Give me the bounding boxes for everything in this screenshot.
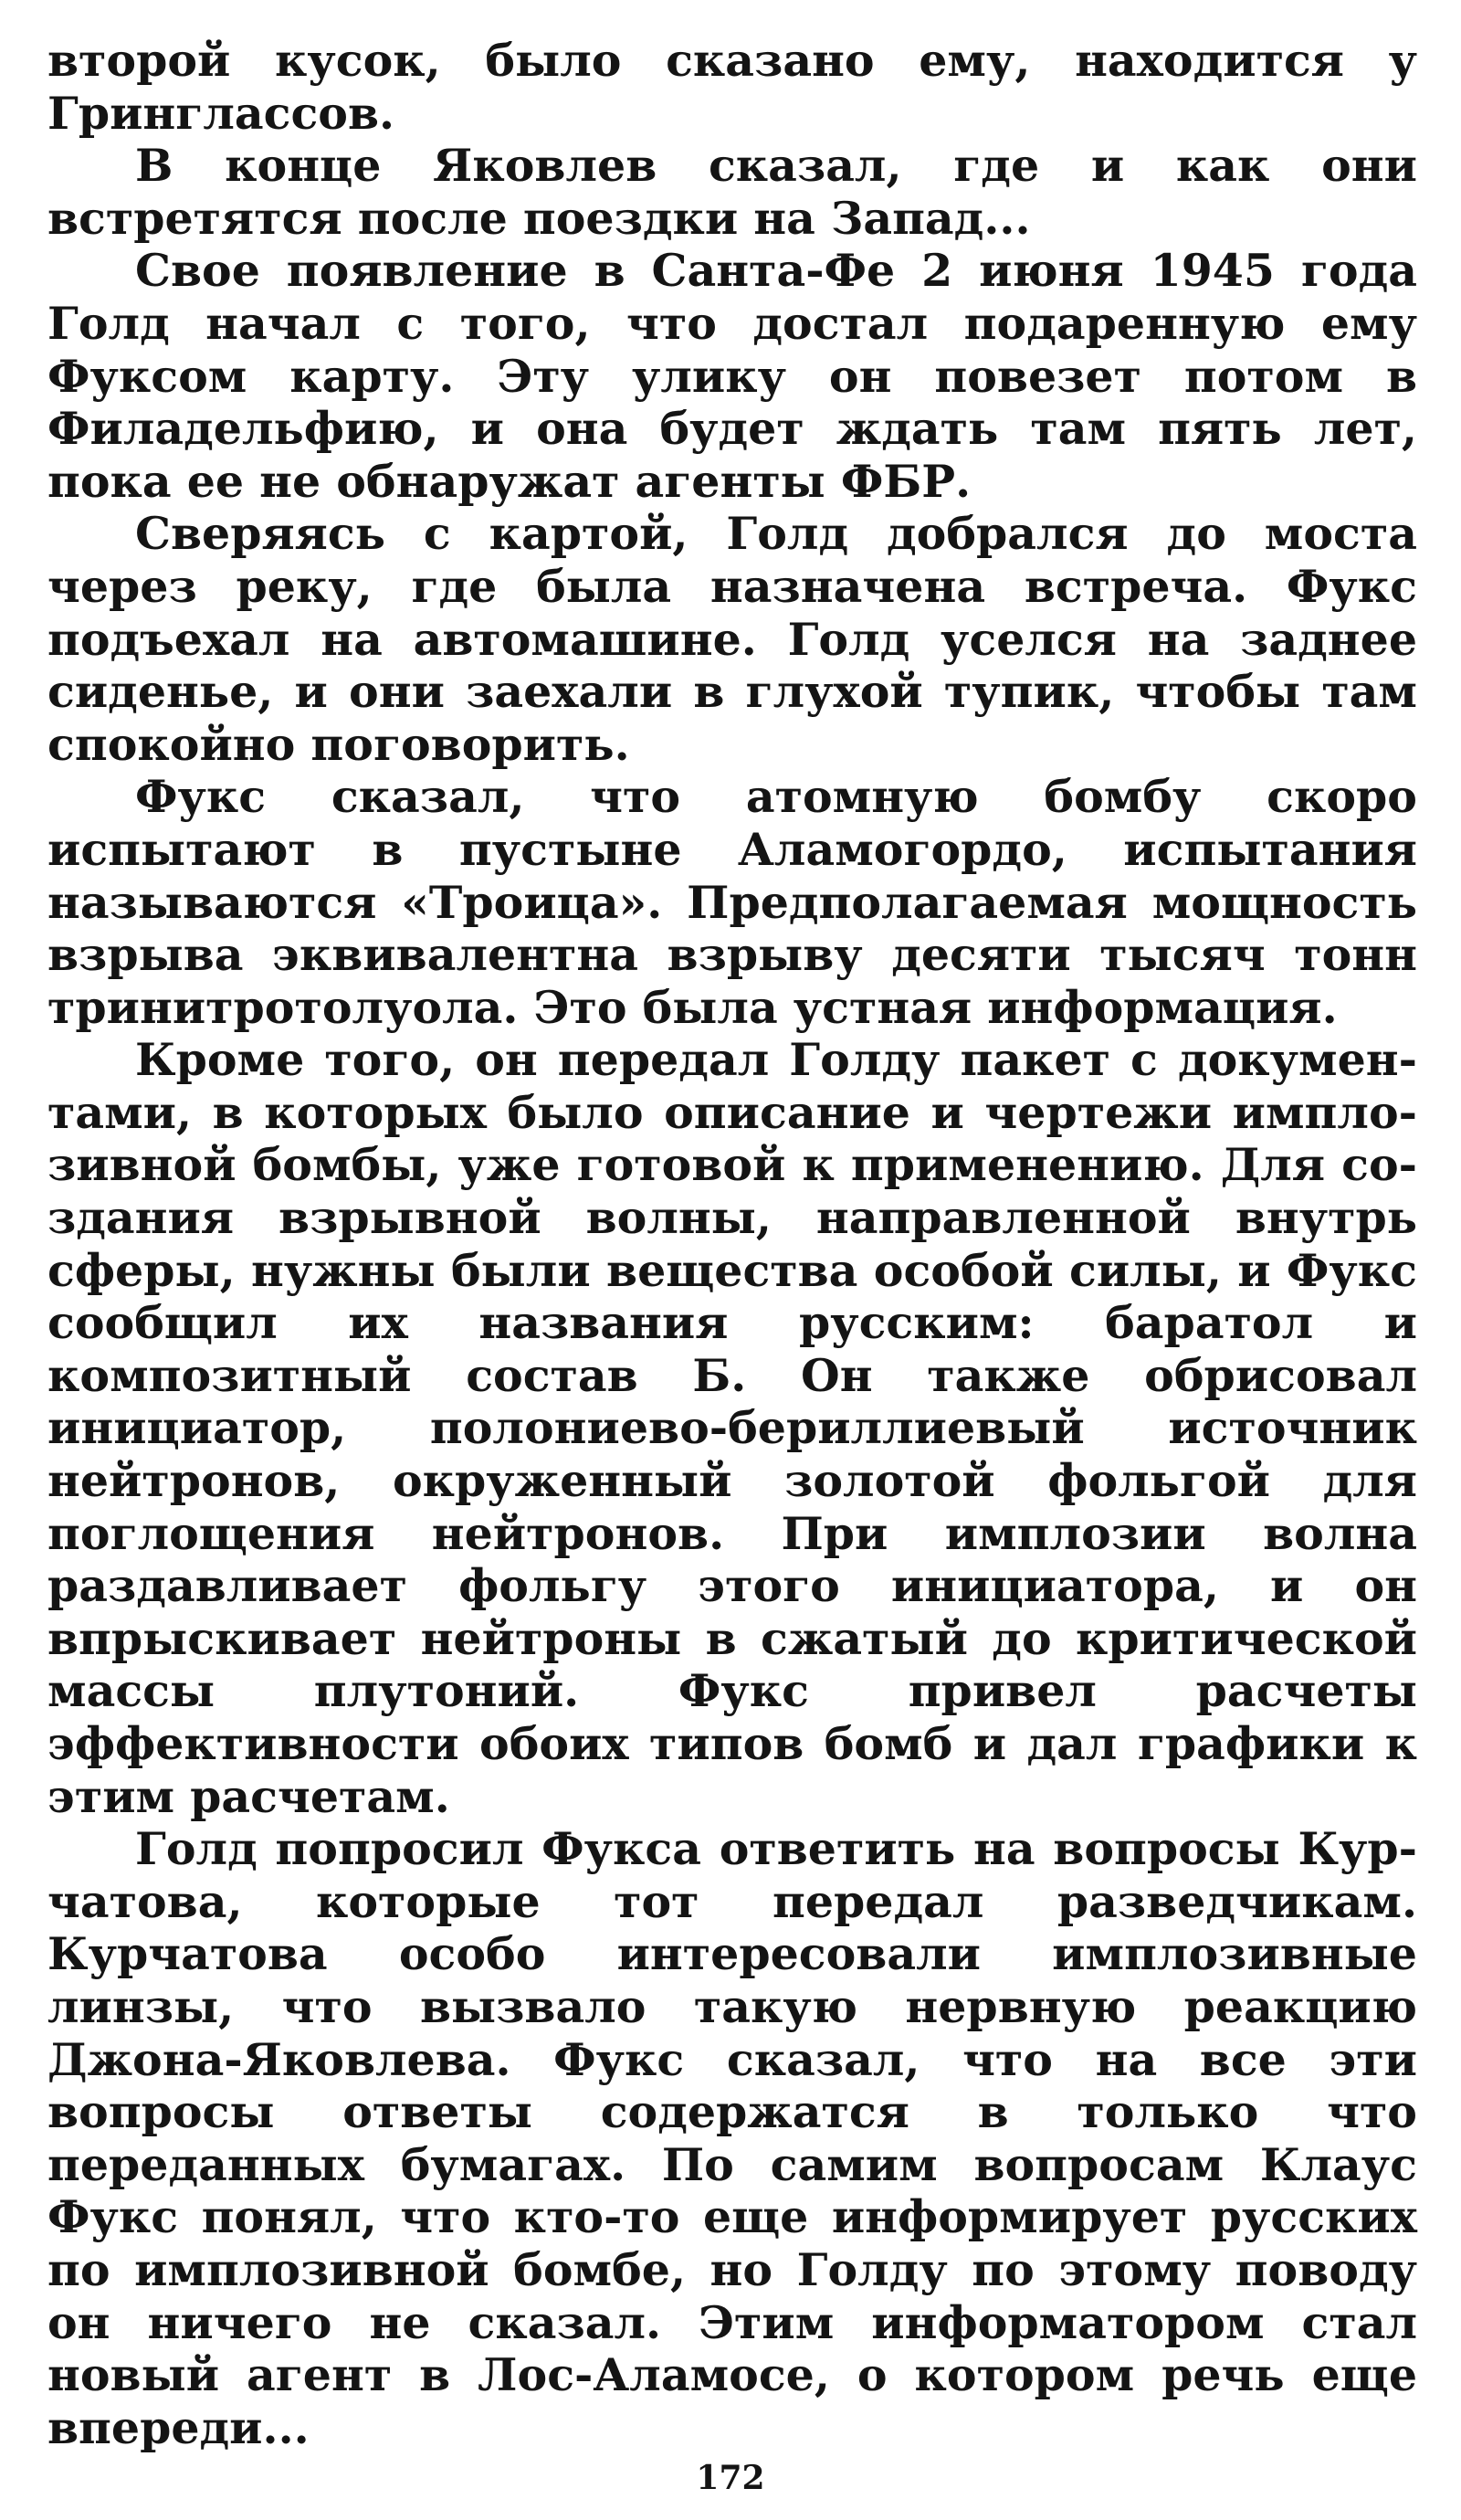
page-number: 172 [696, 2459, 765, 2497]
paragraph: В конце Яковлев сказал, где и как они встретятся после поездки на Запад... [47, 139, 1417, 245]
paragraph: Свое появление в Санта-Фе 2 июня 1945 года Голд начал с того, что достал подаренную ему Фуксом карту. Эту улику он повезет потом в Филадельфию, и она будет ждать там пять лет, пока ее не обнаружат агенты ФБР. [47, 244, 1417, 508]
paragraph: Фукс сказал, что атомную бомбу скоро испытают в пустыне Аламогордо, испытания называются «Троица». Предполагаемая мощность взрыва эквивалентна взрыву десяти тысяч тонн тринитротолуола. Это была устная информация. [47, 770, 1417, 1034]
page-body [47, 35, 1417, 2454]
paragraph: Голд попросил Фукса ответить на вопросы Курчатова, которые тот передал разведчикам. Курчатова особо интересовали имплозивные линзы, что вызвало такую нервную реакцию Джона-Яковлева. Фукс сказал, что на все эти вопросы ответы содержатся в только что переданных бумагах. По самим вопросам Клаус Фукс понял, что кто-то еще информирует русских по имплозивной бомбе, но Голду по этому поводу он ничего не сказал. Этим информатором стал новый агент в Лос-Аламосе, о котором речь еще впереди... [47, 1822, 1417, 2454]
paragraph-continuation: второй кусок, было сказано ему, находится у Гринглассов. [47, 34, 1417, 140]
paragraph: Сверяясь с картой, Голд добрался до моста через реку, где была назначена встреча. Фукс подъехал на автомашине. Голд уселся на заднее сиденье, и они заехали в глухой тупик, чтобы там спокойно поговорить. [47, 507, 1417, 771]
paragraph: Кроме того, он передал Голду пакет с документами, в которых было описание и чертежи имплозивной бомбы, уже готовой к применению. Для создания взрывной волны, направленной внутрь сферы, нужны были вещества особой силы, и Фукс сообщил их названия русским: баратол и композитный состав Б. Он также обрисовал инициатор, полониево-бериллиевый источник нейтронов, окруженный золотой фольгой для поглощения нейтронов. При имплозии волна раздавливает фольгу этого инициатора, и он впрыскивает нейтроны в сжатый до критической массы плутоний. Фукс привел расчеты эффективности обоих типов бомб и дал графики к этим расчетам. [47, 1033, 1417, 1823]
